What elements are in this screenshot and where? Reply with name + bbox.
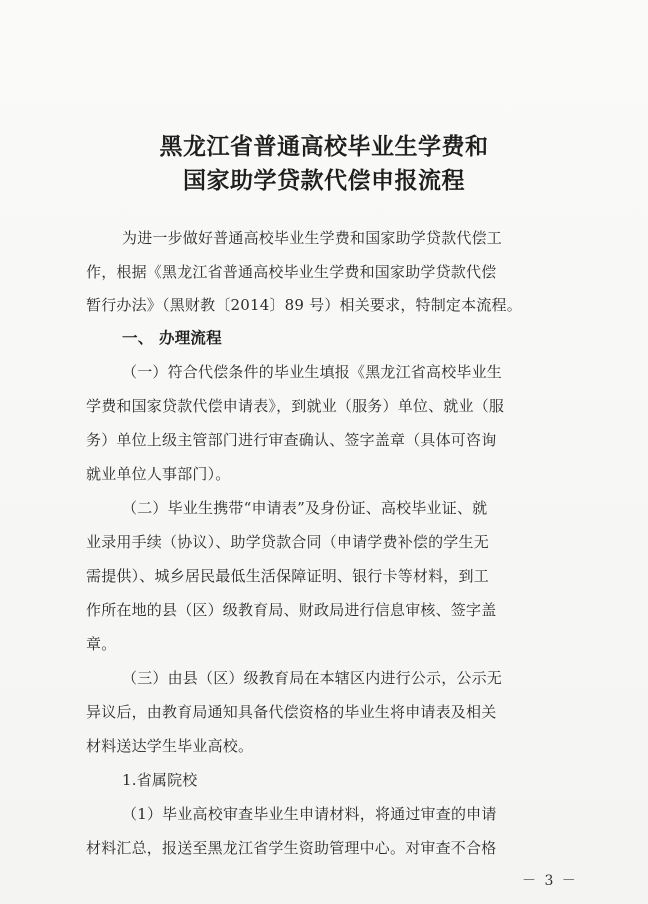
item1-line-1: （一）符合代偿条件的毕业生填报《黑龙江省高校毕业生	[122, 363, 503, 381]
subheading-provincial-colleges: 1.省属院校	[122, 771, 198, 789]
section-heading-process: 一、 办理流程	[122, 329, 222, 347]
item2-line-4: 作所在地的县（区）级教育局、财政局进行信息审核、签字盖	[86, 601, 497, 619]
intro-line-2: 作，根据《黑龙江省普通高校毕业生学费和国家助学贷款代偿	[86, 263, 497, 281]
intro-line-3: 暂行办法》（黑财教〔2014〕89 号）相关要求，特制定本流程。	[86, 296, 522, 314]
sub-item1-line-2: 材料汇总，报送至黑龙江省学生资助管理中心。对审查不合格	[86, 839, 497, 857]
item1-line-3: 务）单位上级主管部门进行审查确认、签字盖章（具体可咨询	[86, 431, 497, 449]
item3-line-3: 材料送达学生毕业高校。	[86, 737, 254, 755]
item2-line-1: （二）毕业生携带“申请表”及身份证、高校毕业证、就	[122, 499, 488, 517]
intro-line-1: 为进一步做好普通高校毕业生学费和国家助学贷款代偿工	[122, 229, 503, 247]
item2-line-5: 章。	[86, 635, 117, 653]
sub-item1-line-1: （1）毕业高校审查毕业生申请材料，将通过审查的申请	[122, 805, 497, 823]
item3-line-2: 异议后，由教育局通知具备代偿资格的毕业生将申请表及相关	[86, 703, 497, 721]
document-title-line-1: 黑龙江省普通高校毕业生学费和	[159, 133, 489, 160]
item3-line-1: （三）由县（区）级教育局在本辖区内进行公示，公示无	[122, 669, 503, 687]
item1-line-4: 就业单位人事部门）。	[86, 465, 231, 483]
page-number: － 3 －	[522, 873, 578, 889]
item1-line-2: 学费和国家贷款代偿申请表》，到就业（服务）单位、就业（服	[86, 397, 505, 415]
document-title-line-2: 国家助学贷款代偿申报流程	[183, 167, 465, 194]
item2-line-3: 需提供）、城乡居民最低生活保障证明、银行卡等材料，到工	[86, 567, 489, 585]
item2-line-2: 业录用手续（协议）、助学贷款合同（申请学费补偿的学生无	[86, 533, 489, 551]
